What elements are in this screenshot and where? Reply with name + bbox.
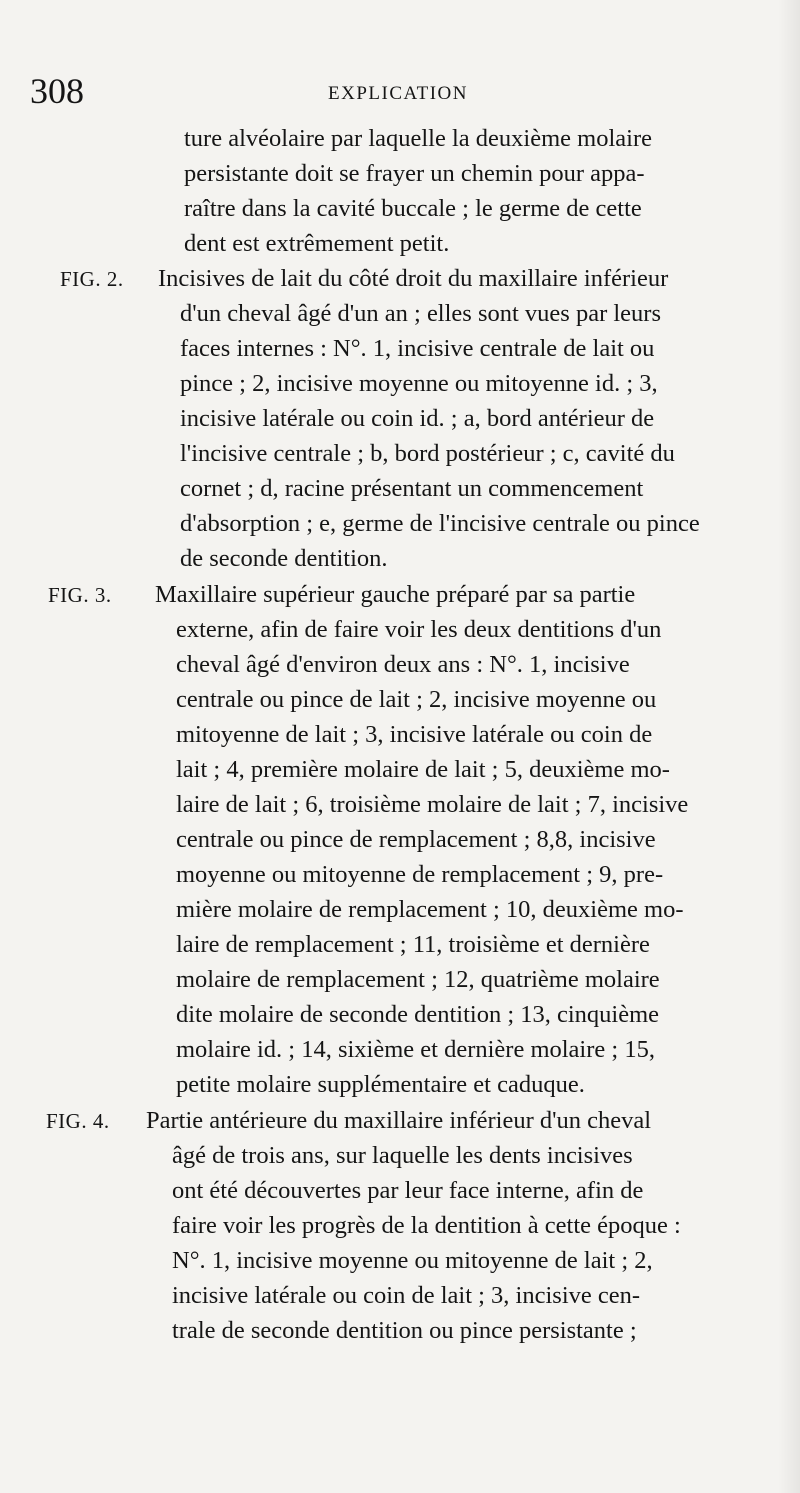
text-line: pince ; 2, incisive moyenne ou mitoyenne id. ; 3, xyxy=(180,370,658,397)
text-line: Maxillaire supérieur gauche préparé par sa partie xyxy=(155,581,636,608)
page-edge-shadow xyxy=(778,0,800,1493)
text-line: Partie antérieure du maxillaire inférieur d'un cheval xyxy=(146,1107,652,1134)
text-line: moyenne ou mitoyenne de remplacement ; 9, pre- xyxy=(176,861,664,888)
text-line: âgé de trois ans, sur laquelle les dents incisives xyxy=(172,1142,633,1169)
text-line: laire de remplacement ; 11, troisième et dernière xyxy=(176,931,650,958)
text-line: persistante doit se frayer un chemin pour appa- xyxy=(184,160,645,187)
text-line: laire de lait ; 6, troisième molaire de lait ; 7, incisive xyxy=(176,791,689,818)
text-line: d'absorption ; e, germe de l'incisive centrale ou pince xyxy=(180,510,700,537)
text-line: de seconde dentition. xyxy=(180,545,388,572)
text-line: ture alvéolaire par laquelle la deuxième molaire xyxy=(184,125,652,152)
text-line: petite molaire supplémentaire et caduque. xyxy=(176,1071,585,1098)
text-line: incisive latérale ou coin id. ; a, bord antérieur de xyxy=(180,405,655,432)
text-line: mitoyenne de lait ; 3, incisive latérale ou coin de xyxy=(176,721,653,748)
text-line: N°. 1, incisive moyenne ou mitoyenne de lait ; 2, xyxy=(172,1247,653,1274)
text-line: dent est extrêmement petit. xyxy=(184,230,450,257)
text-line: cornet ; d, racine présentant un commencement xyxy=(180,475,644,502)
text-line: dite molaire de seconde dentition ; 13, cinquième xyxy=(176,1001,660,1028)
running-head: EXPLICATION xyxy=(328,83,468,104)
text-line: l'incisive centrale ; b, bord postérieur ; c, cavité du xyxy=(180,440,675,467)
text-line: raître dans la cavité buccale ; le germe de cette xyxy=(184,195,642,222)
text-line: incisive latérale ou coin de lait ; 3, incisive cen- xyxy=(172,1282,641,1309)
text-line: d'un cheval âgé d'un an ; elles sont vues par leurs xyxy=(180,300,661,327)
text-line: centrale ou pince de remplacement ; 8,8, incisive xyxy=(176,826,656,853)
text-line: Incisives de lait du côté droit du maxillaire inférieur xyxy=(158,265,669,292)
text-line: faces internes : N°. 1, incisive centrale de lait ou xyxy=(180,335,655,362)
figure-label: FIG. 3. xyxy=(48,583,112,607)
figure-label: FIG. 2. xyxy=(60,267,124,291)
text-line: trale de seconde dentition ou pince persistante ; xyxy=(172,1317,637,1344)
text-line: lait ; 4, première molaire de lait ; 5, deuxième mo- xyxy=(176,756,670,783)
text-line: faire voir les progrès de la dentition à cette époque : xyxy=(172,1212,681,1239)
figure-label: FIG. 4. xyxy=(46,1109,110,1133)
text-line: molaire de remplacement ; 12, quatrième molaire xyxy=(176,966,660,993)
text-line: mière molaire de remplacement ; 10, deuxième mo- xyxy=(176,896,684,923)
text-line: externe, afin de faire voir les deux dentitions d'un xyxy=(176,616,662,643)
page-number: 308 xyxy=(30,71,84,111)
text-line: cheval âgé d'environ deux ans : N°. 1, incisive xyxy=(176,651,630,678)
text-line: molaire id. ; 14, sixième et dernière molaire ; 15, xyxy=(176,1036,655,1063)
text-line: centrale ou pince de lait ; 2, incisive moyenne ou xyxy=(176,686,657,713)
text-line: ont été découvertes par leur face interne, afin de xyxy=(172,1177,644,1204)
